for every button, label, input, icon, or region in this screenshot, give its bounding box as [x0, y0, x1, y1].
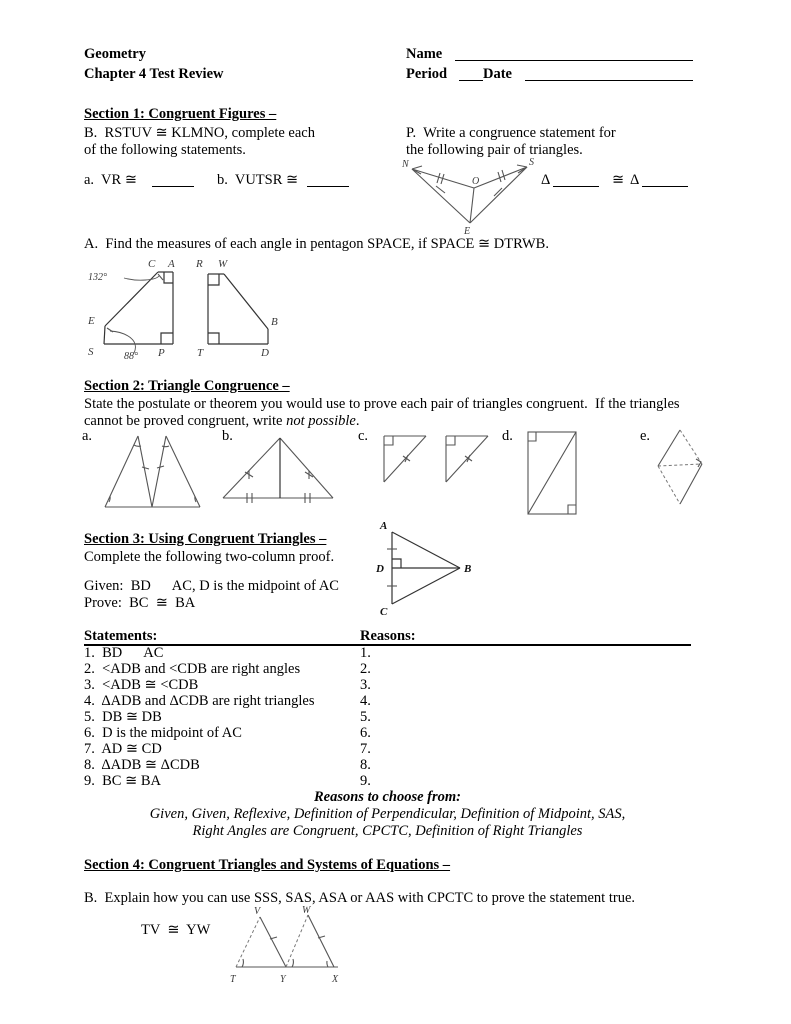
section3-instruction: Complete the following two-column proof.: [84, 549, 335, 565]
svg-text:C: C: [148, 258, 156, 270]
section2-item-c-label: c.: [358, 428, 369, 444]
reason-row-1[interactable]: 1.: [360, 645, 371, 661]
reasons-header: Reasons:: [360, 628, 416, 644]
svg-text:A: A: [168, 258, 175, 270]
nose-triangle-figure: [396, 155, 546, 235]
reason-row-3[interactable]: 3.: [360, 677, 371, 693]
section2-item-b-label: b.: [222, 428, 233, 444]
section3-prove: Prove: BC ≅ BA: [84, 595, 196, 611]
section2-item-d-label: d.: [502, 428, 513, 444]
section2-item-e-label: e.: [640, 428, 651, 444]
svg-text:E: E: [88, 315, 95, 327]
section1-item-a-blank[interactable]: [152, 186, 194, 187]
section2-figure-b: [215, 430, 340, 515]
reasons-bank-line1: Given, Given, Reflexive, Definition of Perpendicular, Definition of Midpoint, SAS,: [149, 806, 626, 822]
svg-text:O: O: [472, 176, 480, 187]
svg-text:D: D: [261, 347, 269, 359]
section2-instruction-emphasis: not possible: [286, 413, 356, 429]
date-blank[interactable]: [525, 80, 693, 81]
reason-row-9[interactable]: 9.: [360, 773, 371, 789]
date-label: Date: [483, 66, 512, 82]
svg-text:T: T: [230, 974, 236, 985]
section4-statement: TV ≅ YW: [141, 922, 211, 938]
svg-text:C: C: [380, 606, 388, 618]
section2-instruction-pre: cannot be proved congruent, write: [84, 413, 287, 429]
statement-row-3: 3. <ADB ≅ <CDB: [84, 677, 199, 693]
section1-part-a-prompt: A. Find the measures of each angle in pentagon SPACE, if SPACE ≅ DTRWB.: [84, 236, 549, 252]
period-label: Period: [406, 66, 448, 82]
statement-row-4: 4. ΔADB and ΔCDB are right triangles: [84, 693, 315, 709]
section2-figure-d: [522, 428, 592, 518]
statement-row-5: 5. DB ≅ DB: [84, 709, 162, 725]
section2-figure-c: [376, 430, 501, 515]
svg-text:88°: 88°: [124, 351, 138, 362]
section1-answer-congruent-symbol: ≅: [612, 172, 625, 188]
section2-instruction-post: .: [355, 413, 360, 429]
statement-row-9: 9. BC ≅ BA: [84, 773, 162, 789]
period-blank[interactable]: [459, 80, 483, 81]
proof-table-rule: [84, 644, 691, 646]
section3-given: Given: BD AC, D is the midpoint of AC: [84, 578, 339, 594]
reason-row-4[interactable]: 4.: [360, 693, 371, 709]
statement-row-8: 8. ΔADB ≅ ΔCDB: [84, 757, 200, 773]
section1-right-prompt-line2: the following pair of triangles.: [406, 142, 583, 158]
section3-heading: Section 3: Using Congruent Triangles –: [84, 531, 327, 547]
section1-answer-blank-left[interactable]: [553, 186, 599, 187]
section1-answer-tri-left: Δ: [541, 172, 551, 188]
section4-heading: Section 4: Congruent Triangles and Systems of Equations –: [84, 857, 451, 873]
svg-text:Y: Y: [280, 974, 286, 985]
space-pentagon-figure: [86, 256, 201, 360]
statement-row-6: 6. D is the midpoint of AC: [84, 725, 242, 741]
reasons-bank-title: Reasons to choose from:: [313, 789, 462, 805]
svg-text:T: T: [197, 347, 204, 359]
section2-heading: Section 2: Triangle Congruence –: [84, 378, 290, 394]
statement-row-7: 7. AD ≅ CD: [84, 741, 162, 757]
svg-text:P: P: [158, 347, 165, 359]
svg-text:X: X: [332, 974, 339, 985]
section4-prompt: B. Explain how you can use SSS, SAS, ASA or AAS with CPCTC to prove the statement true.: [84, 890, 636, 906]
reason-row-6[interactable]: 6.: [360, 725, 371, 741]
course-name: Geometry: [84, 46, 146, 62]
section4-figure: [228, 905, 348, 985]
svg-text:S: S: [88, 346, 94, 358]
section1-left-prompt-line1: B. RSTUV ≅ KLMNO, complete each: [84, 125, 315, 141]
reason-row-7[interactable]: 7.: [360, 741, 371, 757]
svg-text:A: A: [380, 520, 388, 532]
svg-text:B: B: [271, 316, 278, 328]
svg-text:W: W: [218, 258, 228, 270]
section1-right-prompt-line1: P. Write a congruence statement for: [406, 125, 616, 141]
reason-row-2[interactable]: 2.: [360, 661, 371, 677]
svg-text:132°: 132°: [88, 272, 107, 283]
svg-text:V: V: [254, 906, 261, 917]
svg-text:D: D: [376, 563, 384, 575]
section2-item-a-label: a.: [82, 428, 93, 444]
svg-text:B: B: [464, 563, 472, 575]
svg-text:W: W: [302, 905, 311, 916]
section1-item-b-blank[interactable]: [307, 186, 349, 187]
section2-figure-a: [100, 430, 215, 515]
section2-instruction-line1: State the postulate or theorem you would use to prove each pair of triangles congruent. If the triangles: [84, 396, 680, 412]
reasons-bank-line2: Right Angles are Congruent, CPCTC, Definition of Right Triangles: [192, 823, 583, 839]
svg-text:N: N: [402, 159, 409, 170]
reason-row-5[interactable]: 5.: [360, 709, 371, 725]
svg-text:E: E: [464, 226, 471, 237]
section1-left-prompt-line2: of the following statements.: [84, 142, 246, 158]
section1-answer-tri-right: Δ: [630, 172, 640, 188]
section1-item-b-label: b. VUTSR ≅: [217, 172, 299, 188]
reason-row-8[interactable]: 8.: [360, 757, 371, 773]
page-title: Chapter 4 Test Review: [84, 66, 224, 82]
section2-figure-e: [650, 426, 720, 511]
section3-proof-figure: [372, 518, 487, 618]
name-label: Name: [406, 46, 443, 62]
section1-heading: Section 1: Congruent Figures –: [84, 106, 277, 122]
svg-text:S: S: [529, 157, 534, 168]
name-blank[interactable]: [455, 60, 693, 61]
svg-text:R: R: [196, 258, 203, 270]
statement-row-2: 2. <ADB and <CDB are right angles: [84, 661, 301, 677]
section1-item-a-label: a. VR ≅: [84, 172, 137, 188]
statement-row-1: 1. BD AC: [84, 645, 164, 661]
statements-header: Statements:: [84, 628, 158, 644]
section1-answer-blank-right[interactable]: [642, 186, 688, 187]
dtrwb-pentagon-figure: [191, 256, 291, 360]
